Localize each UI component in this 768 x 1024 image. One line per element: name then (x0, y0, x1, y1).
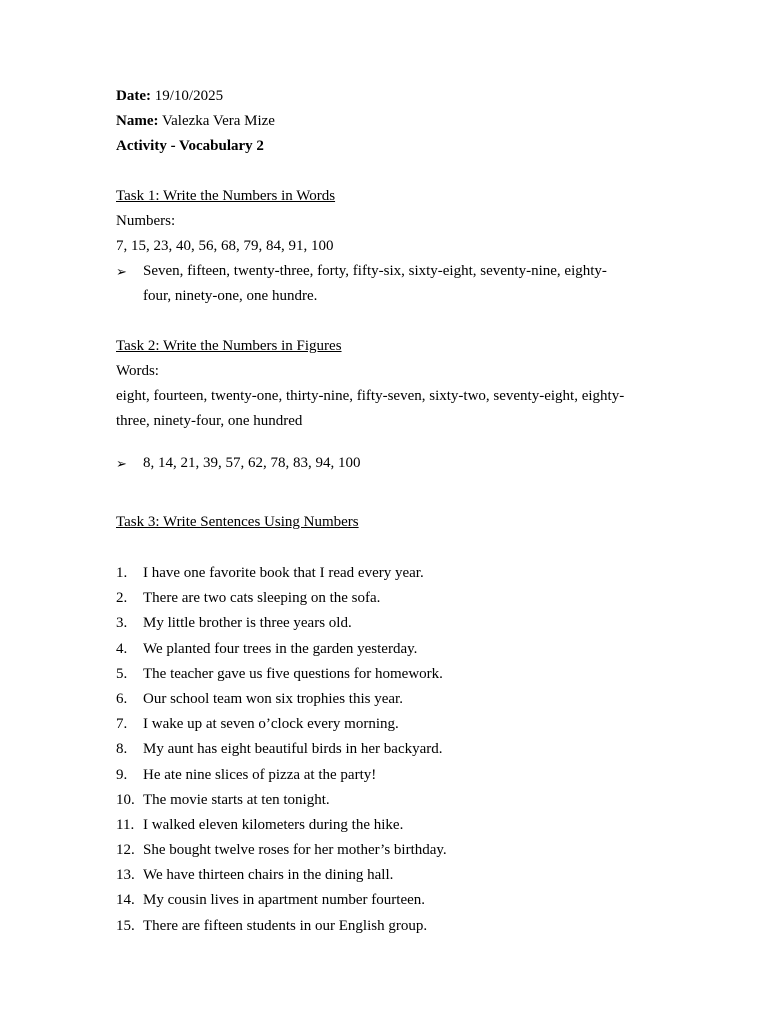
list-item-number: 3. (116, 615, 128, 632)
list-item-text: I have one favorite book that I read every year. (143, 565, 424, 581)
list-item-text: The movie starts at ten tonight. (143, 791, 330, 808)
activity-title-text: Activity - Vocabulary 2 (116, 138, 264, 154)
list-item-number: 2. (116, 590, 128, 607)
task2-answer (116, 451, 656, 476)
list-item-number: 13. (116, 867, 135, 884)
list-item-text: He ate nine slices of pizza at the party! (143, 766, 377, 783)
list-item-text: My little brother is three years old. (143, 615, 352, 632)
task1-answer-text (143, 259, 656, 309)
list-item-text: There are fifteen students in our English group. (143, 917, 428, 934)
list-item (116, 737, 656, 762)
list-item-text: The teacher gave us five questions for homework. (143, 665, 443, 682)
list-item-number: 5. (116, 665, 128, 682)
date-line (116, 84, 656, 109)
list-item-number: 12. (116, 842, 135, 859)
task1-title: Task 1: Write the Numbers in Words (116, 188, 336, 204)
list-item-text: My aunt has eight beautiful birds in her backyard. (143, 741, 443, 758)
list-item-number: 14. (116, 892, 135, 909)
list-item-text: We have thirteen chairs in the dining hall. (143, 867, 394, 884)
task2-label: Words: (116, 363, 159, 379)
list-item (116, 888, 656, 913)
list-item-number: 15. (116, 917, 135, 934)
list-item-number: 11. (116, 816, 135, 833)
task3-section (116, 510, 656, 939)
task2-section (116, 334, 656, 476)
list-item (116, 712, 656, 737)
list-item (116, 863, 656, 888)
name-line (116, 109, 656, 134)
task2-words-line2: three, ninety-four, one hundred (116, 413, 303, 429)
list-item (116, 586, 656, 611)
task1-answer-line1: Seven, fifteen, twenty-three, forty, fifty-six, sixty-eight, seventy-nine, eighty- (143, 263, 607, 279)
sentence-list (116, 561, 656, 939)
list-item-text: I wake up at seven o’clock every morning. (143, 716, 399, 733)
name-label: Name: (116, 113, 159, 129)
list-item (116, 687, 656, 712)
list-item (116, 611, 656, 636)
list-item (116, 763, 656, 788)
task1-numbers: 7, 15, 23, 40, 56, 68, 79, 84, 91, 100 (116, 238, 334, 254)
list-item-text: There are two cats sleeping on the sofa. (143, 590, 381, 607)
list-item-text: Our school team won six trophies this year. (143, 690, 403, 707)
list-item-text: My cousin lives in apartment number fourteen. (143, 892, 426, 909)
task2-words-line1: eight, fourteen, twenty-one, thirty-nine, fifty-seven, sixty-two, seventy-eight, eighty- (116, 388, 625, 404)
arrow-bullet-icon: ➢ (116, 264, 127, 279)
list-item (116, 662, 656, 687)
list-item-number: 1. (116, 565, 128, 581)
list-item (116, 788, 656, 813)
task2-answer-text: 8, 14, 21, 39, 57, 62, 78, 83, 94, 100 (143, 455, 361, 471)
list-item (116, 637, 656, 662)
list-item (116, 914, 656, 939)
list-item (116, 561, 656, 586)
task2-title: Task 2: Write the Numbers in Figures (116, 338, 342, 354)
list-item-number: 8. (116, 741, 128, 758)
list-item-number: 4. (116, 640, 128, 657)
activity-title (116, 134, 656, 159)
task1-answer-line2: four, ninety-one, one hundre. (143, 288, 318, 304)
task1-label: Numbers: (116, 213, 176, 229)
task3-title: Task 3: Write Sentences Using Numbers (116, 514, 359, 530)
date-label: Date: (116, 88, 151, 104)
list-item-number: 6. (116, 690, 128, 707)
list-item (116, 838, 656, 863)
arrow-bullet-icon: ➢ (116, 456, 127, 471)
task1-answer (116, 259, 656, 309)
list-item-number: 7. (116, 716, 128, 733)
name-value: Valezka Vera Mize (161, 113, 275, 129)
task1-section (116, 184, 656, 309)
document-page (116, 84, 656, 939)
list-item-text: We planted four trees in the garden yesterday. (143, 640, 418, 657)
list-item-text: I walked eleven kilometers during the hike. (143, 816, 404, 833)
list-item-text: She bought twelve roses for her mother’s birthday. (143, 842, 447, 859)
list-item (116, 813, 656, 838)
list-item-number: 9. (116, 766, 128, 783)
date-value: 19/10/2025 (154, 88, 224, 104)
list-item-number: 10. (116, 791, 135, 808)
